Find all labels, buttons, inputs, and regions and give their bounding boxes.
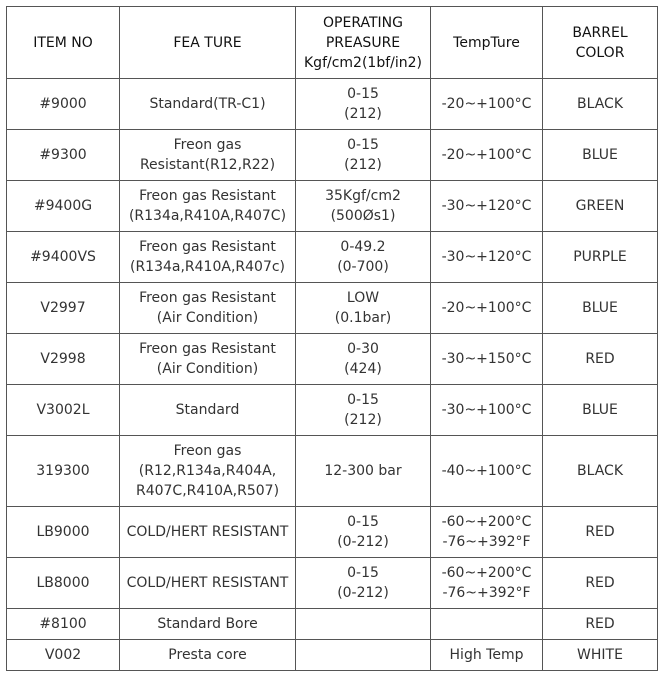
header-row xyxy=(7,7,658,79)
pressure-cell: 0-15 (0-212) xyxy=(296,507,431,558)
item-no-cell: 319300 xyxy=(7,436,120,507)
pressure-cell: 0-15 (0-212) xyxy=(296,558,431,609)
item-no-cell: V2998 xyxy=(7,334,120,385)
table-row xyxy=(7,232,658,283)
barrel-color-cell: RED xyxy=(543,609,658,640)
item-no-cell: V2997 xyxy=(7,283,120,334)
pressure-cell: 0-30 (424) xyxy=(296,334,431,385)
temperature-cell: -20~+100°C xyxy=(431,283,543,334)
temperature-cell: -30~+120°C xyxy=(431,181,543,232)
feature-cell: Standard xyxy=(120,385,296,436)
header-operating-pressure: OPERATING PREASURE Kgf/cm2(1bf/in2) xyxy=(296,7,431,79)
pressure-cell xyxy=(296,609,431,640)
pressure-cell: 35Kgf/cm2 (500Øs1) xyxy=(296,181,431,232)
feature-cell: Standard Bore xyxy=(120,609,296,640)
item-no-cell: #8100 xyxy=(7,609,120,640)
barrel-color-cell: WHITE xyxy=(543,640,658,671)
pressure-cell xyxy=(296,640,431,671)
feature-cell: Freon gas Resistant (Air Condition) xyxy=(120,283,296,334)
header-feature: FEA TURE xyxy=(120,7,296,79)
table-row xyxy=(7,385,658,436)
spec-table xyxy=(6,6,658,671)
item-no-cell: #9000 xyxy=(7,79,120,130)
barrel-color-cell: BLUE xyxy=(543,385,658,436)
barrel-color-cell: GREEN xyxy=(543,181,658,232)
header-item-no: ITEM NO xyxy=(7,7,120,79)
item-no-cell: V3002L xyxy=(7,385,120,436)
feature-cell: COLD/HERT RESISTANT xyxy=(120,558,296,609)
barrel-color-cell: BLUE xyxy=(543,283,658,334)
temperature-cell: -40~+100°C xyxy=(431,436,543,507)
temperature-cell: -60~+200°C -76~+392°F xyxy=(431,507,543,558)
temperature-cell xyxy=(431,609,543,640)
barrel-color-cell: RED xyxy=(543,334,658,385)
item-no-cell: #9400G xyxy=(7,181,120,232)
item-no-cell: #9300 xyxy=(7,130,120,181)
barrel-color-cell: RED xyxy=(543,558,658,609)
temperature-cell: -20~+100°C xyxy=(431,79,543,130)
pressure-cell: 0-49.2 (0-700) xyxy=(296,232,431,283)
feature-cell: Presta core xyxy=(120,640,296,671)
table-row xyxy=(7,334,658,385)
table-row xyxy=(7,130,658,181)
table-row xyxy=(7,79,658,130)
table-row xyxy=(7,181,658,232)
item-no-cell: #9400VS xyxy=(7,232,120,283)
feature-cell: Freon gas (R12,R134a,R404A, R407C,R410A,R507) xyxy=(120,436,296,507)
temperature-cell: -60~+200°C -76~+392°F xyxy=(431,558,543,609)
pressure-cell: 12-300 bar xyxy=(296,436,431,507)
item-no-cell: LB9000 xyxy=(7,507,120,558)
temperature-cell: -20~+100°C xyxy=(431,130,543,181)
pressure-cell: 0-15 (212) xyxy=(296,130,431,181)
item-no-cell: LB8000 xyxy=(7,558,120,609)
pressure-cell: 0-15 (212) xyxy=(296,79,431,130)
item-no-cell: V002 xyxy=(7,640,120,671)
table-row xyxy=(7,609,658,640)
table-row xyxy=(7,283,658,334)
header-temperature: TempTure xyxy=(431,7,543,79)
feature-cell: Freon gas Resistant(R12,R22) xyxy=(120,130,296,181)
header-barrel-color: BARREL COLOR xyxy=(543,7,658,79)
barrel-color-cell: PURPLE xyxy=(543,232,658,283)
pressure-cell: LOW (0.1bar) xyxy=(296,283,431,334)
barrel-color-cell: BLACK xyxy=(543,436,658,507)
temperature-cell: High Temp xyxy=(431,640,543,671)
table-row xyxy=(7,507,658,558)
feature-cell: Freon gas Resistant (R134a,R410A,R407c) xyxy=(120,232,296,283)
feature-cell: Freon gas Resistant (Air Condition) xyxy=(120,334,296,385)
table-row xyxy=(7,436,658,507)
pressure-cell: 0-15 (212) xyxy=(296,385,431,436)
barrel-color-cell: RED xyxy=(543,507,658,558)
feature-cell: COLD/HERT RESISTANT xyxy=(120,507,296,558)
temperature-cell: -30~+100°C xyxy=(431,385,543,436)
temperature-cell: -30~+120°C xyxy=(431,232,543,283)
table-row xyxy=(7,640,658,671)
feature-cell: Standard(TR-C1) xyxy=(120,79,296,130)
temperature-cell: -30~+150°C xyxy=(431,334,543,385)
feature-cell: Freon gas Resistant (R134a,R410A,R407C) xyxy=(120,181,296,232)
table-body xyxy=(7,79,658,671)
barrel-color-cell: BLUE xyxy=(543,130,658,181)
barrel-color-cell: BLACK xyxy=(543,79,658,130)
table-row xyxy=(7,558,658,609)
